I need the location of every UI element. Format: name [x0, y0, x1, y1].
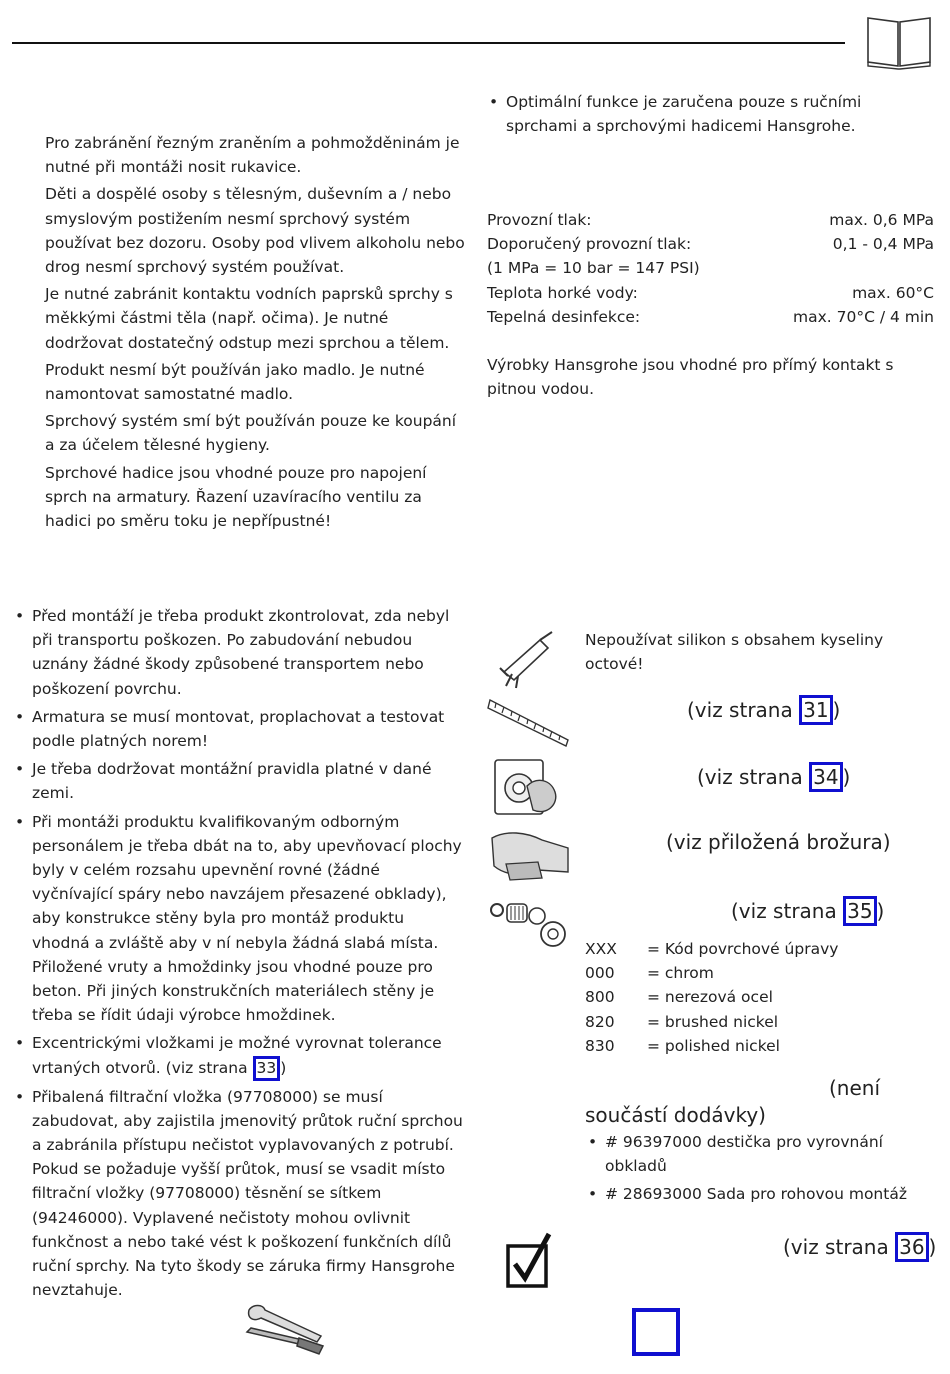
list-item: • Armatura se musí montovat, proplachovat a testovat podle platných norem! [13, 705, 465, 753]
function-note [487, 90, 937, 142]
checkbox-checked-icon [505, 1232, 553, 1290]
page-reference-35[interactable]: 35 [843, 896, 876, 926]
page-reference-36[interactable]: 36 [895, 1232, 928, 1262]
spec-row: Provozní tlak: max. 0,6 MPa [487, 211, 934, 229]
code-row: XXX = Kód povrchové úpravy [585, 940, 839, 958]
not-included-label: (není [829, 1076, 881, 1100]
list-item: • Při montáži produktu kvalifikovaným odborným personálem je třeba dbát na to, aby upevňovací plochy byly v celém rozsahu upevnění rovné (žádné vyčnívající spáry nebo navzájem přesazené obklady), aby konstrukce stěny byla pro montáž produktu vhodná a zvláště aby v ní nebyla žádná slabá místa. Přiložené vruty a hmoždinky jsou vhodné pouze pro beton. Při jiných konstrukčních materiálech stěny je třeba se řídit údaji výrobce hmoždinek. [13, 810, 465, 1028]
list-item: • # 96397000 destička pro vyrovnání obkladů [586, 1130, 938, 1178]
filter-parts-icon [487, 894, 571, 954]
ruler-icon [488, 696, 570, 748]
code-row: 000 = chrom [585, 964, 714, 983]
page-reference-33[interactable]: 33 [253, 1056, 281, 1081]
safety-paragraph: Je nutné zabránit kontaktu vodních paprsků sprchy s měkkými částmi těla (např. očima). Je nutné dodržovat dostatečný odstup mezi sprchou a tělem. [45, 285, 453, 352]
tap-cleaning-icon [491, 756, 565, 820]
safety-paragraph: Pro zabránění řezným zraněním a pohmožděninám je nutné při montáži nosit rukavice. [45, 134, 460, 177]
code-row: 800 = nerezová ocel [585, 988, 773, 1007]
spec-row: Doporučený provozní tlak: 0,1 - 0,4 MPa [487, 235, 934, 254]
list-item: • Před montáží je třeba produkt zkontrolovat, zda nebyl při transportu poškozen. Po zabudování nebudou uznány žádné škody způsobené transportem nebo poškození povrchu. [13, 604, 465, 701]
brochure-reference: (viz přiložená brožura) [666, 830, 891, 854]
page-reference-31[interactable]: 31 [799, 695, 832, 725]
safety-instructions [45, 131, 465, 536]
spec-row: Teplota horké vody: max. 60°C [487, 283, 934, 302]
safety-paragraph: Sprchové hadice jsou vhodné pouze pro napojení sprch na armatury. Řazení uzavíracího ventilu za hadici po směru toku je nepřípustné! [45, 463, 427, 531]
code-row: 820 = brushed nickel [585, 1012, 779, 1031]
silicone-note: Nepoužívat silikon s obsahem kyseliny octové! [585, 631, 884, 674]
list-item: • Přibalená filtrační vložka (97708000) se musí zabudovat, aby zajistila jmenovitý průtok ruční sprchou a zabránila přístupu nečistot vyplavovaných z potrubí. Pokud se požaduje vyšší průtok, musí se vsadit místo filtrační vložky (97708000) těsnění se sítkem (94246000). Vyplavené nečistoty mohou ovlivnit funkčnost a nebo také vést k poškození funkčních dílů ruční sprchy. Na tyto škody se záruka firmy Hansgrohe nevztahuje. [13, 1085, 465, 1303]
list-item: • Optimální funkce je zaručena pouze s ručními sprchami a sprchovými hadicemi Hansgrohe. [487, 90, 937, 138]
technical-specs [487, 208, 934, 329]
list-item: • # 28693000 Sada pro rohovou montáž [586, 1182, 938, 1206]
hand-cleaning-icon [486, 826, 570, 886]
safety-paragraph: Děti a dospělé osoby s tělesným, duševním a / nebo smyslovým postižením nesmí sprchový systém používat bez dozoru. Osoby pod vlivem alkoholu nebo drog nesmí sprchový systém používat. [45, 185, 465, 277]
page-ref-line: (viz strana 36 ) [783, 1232, 936, 1262]
page-ref-line: (viz strana 35 ) [731, 896, 884, 926]
silicone-gun-icon [496, 628, 558, 690]
not-included-label: součástí dodávky) [585, 1103, 766, 1127]
safety-paragraph: Sprchový systém smí být používán pouze ke koupání a za účelem tělesné hygieny. [45, 412, 457, 455]
installation-notes [13, 604, 465, 1306]
spec-row: Tepelná desinfekce: max. 70°C / 4 min [487, 307, 934, 326]
page-ref-line: (viz strana 31 ) [687, 695, 840, 725]
code-row: 830 = polished nickel [585, 1036, 780, 1055]
finish-codes [585, 937, 925, 1058]
tools-icon [243, 1302, 327, 1356]
link-box[interactable] [632, 1308, 680, 1356]
page-ref-line: (viz strana 34 ) [697, 762, 850, 792]
drinking-water-note: Výrobky Hansgrohe jsou vhodné pro přímý kontakt s pitnou vodou. [487, 356, 894, 399]
list-item: • Je třeba dodržovat montážní pravidla platné v dané zemi. [13, 757, 465, 805]
list-item: • Excentrickými vložkami je možné vyrovnat tolerance vrtaných otvorů. (viz strana 33 ) [13, 1031, 465, 1080]
spec-row: (1 MPa = 10 bar = 147 PSI) [487, 259, 700, 278]
page-reference-34[interactable]: 34 [809, 762, 842, 792]
accessories-list [586, 1130, 938, 1211]
safety-paragraph: Produkt nesmí být používán jako madlo. Je nutné namontovat samostatné madlo. [45, 360, 425, 404]
open-book-icon [866, 14, 932, 70]
header-rule [12, 42, 845, 44]
